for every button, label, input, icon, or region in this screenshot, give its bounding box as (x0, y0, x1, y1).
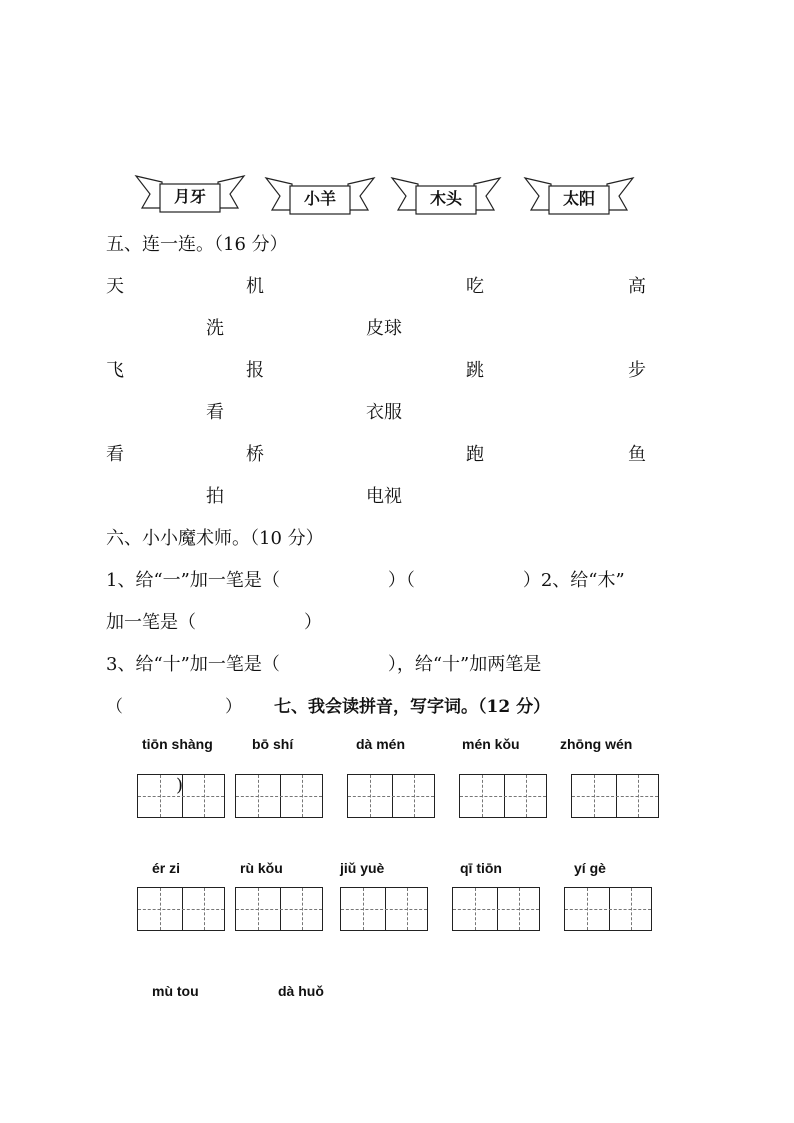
match-word: 吃 (466, 276, 484, 297)
match-word: 高 (628, 276, 646, 297)
pinyin-label: mù tou (152, 983, 199, 999)
match-word: 看 (206, 402, 224, 423)
writing-grid[interactable] (340, 887, 428, 931)
writing-grid[interactable] (235, 887, 323, 931)
ribbon-label: 月牙 (173, 187, 206, 206)
question-3-blank: （ ） (106, 697, 242, 717)
ribbon-label: 小羊 (303, 189, 336, 208)
pinyin-label: bō shí (252, 736, 294, 752)
pinyin-label: yí gè (574, 860, 606, 876)
pinyin-label: mén kǒu (462, 736, 520, 752)
question-1-line-1: 1、给“一”加一笔是（ ）（ ）2、给“木” (106, 570, 625, 591)
match-word: 飞 (106, 360, 124, 381)
match-word: 鱼 (628, 444, 646, 465)
match-word: 桥 (246, 444, 264, 465)
writing-grid[interactable] (459, 774, 547, 818)
match-word: 报 (246, 360, 264, 381)
match-word: 电视 (366, 486, 402, 507)
match-word: 衣服 (366, 402, 402, 423)
writing-grid[interactable] (235, 774, 323, 818)
match-word: 天 (106, 276, 124, 297)
match-word: 跑 (466, 444, 484, 465)
pinyin-label: ér zi (152, 860, 181, 876)
pinyin-label: jiǔ yuè (340, 860, 385, 876)
ribbon-label: 太阳 (562, 189, 595, 208)
ribbon-2 (264, 174, 376, 218)
pinyin-label: dà mén (356, 736, 406, 752)
stray-mark: ) (176, 775, 184, 796)
match-word: 跳 (466, 360, 484, 381)
writing-grid[interactable] (137, 887, 225, 931)
writing-grid[interactable] (564, 887, 652, 931)
match-word: 看 (106, 444, 124, 465)
question-3-line-1: 3、给“十”加一笔是（ ），给“十”加两笔是 (106, 654, 542, 675)
ribbon-1 (134, 172, 246, 216)
section7-title: 七、我会读拼音，写字词。（12 分） (274, 697, 551, 717)
pinyin-label: zhōng wén (560, 736, 633, 752)
match-word: 洗 (206, 318, 224, 339)
writing-grid[interactable] (452, 887, 540, 931)
section5-title: 五、连一连。（16 分） (106, 234, 288, 255)
ribbon-label: 木头 (429, 189, 462, 208)
question-1-line-2: 加一笔是（ ） (106, 612, 322, 633)
match-word: 机 (246, 276, 264, 297)
match-word: 步 (628, 360, 646, 381)
match-word: 皮球 (366, 318, 402, 339)
pinyin-label: rù kǒu (240, 860, 283, 876)
writing-grid[interactable] (571, 774, 659, 818)
writing-grid[interactable] (347, 774, 435, 818)
section6-title: 六、小小魔术师。（10 分） (106, 528, 324, 549)
pinyin-label: dà huǒ (278, 983, 324, 999)
pinyin-label: qī tiōn (460, 860, 502, 876)
ribbon-3 (390, 174, 502, 218)
match-word: 拍 (206, 486, 224, 507)
ribbon-4 (523, 174, 635, 218)
pinyin-label: tiōn shàng (142, 736, 213, 752)
